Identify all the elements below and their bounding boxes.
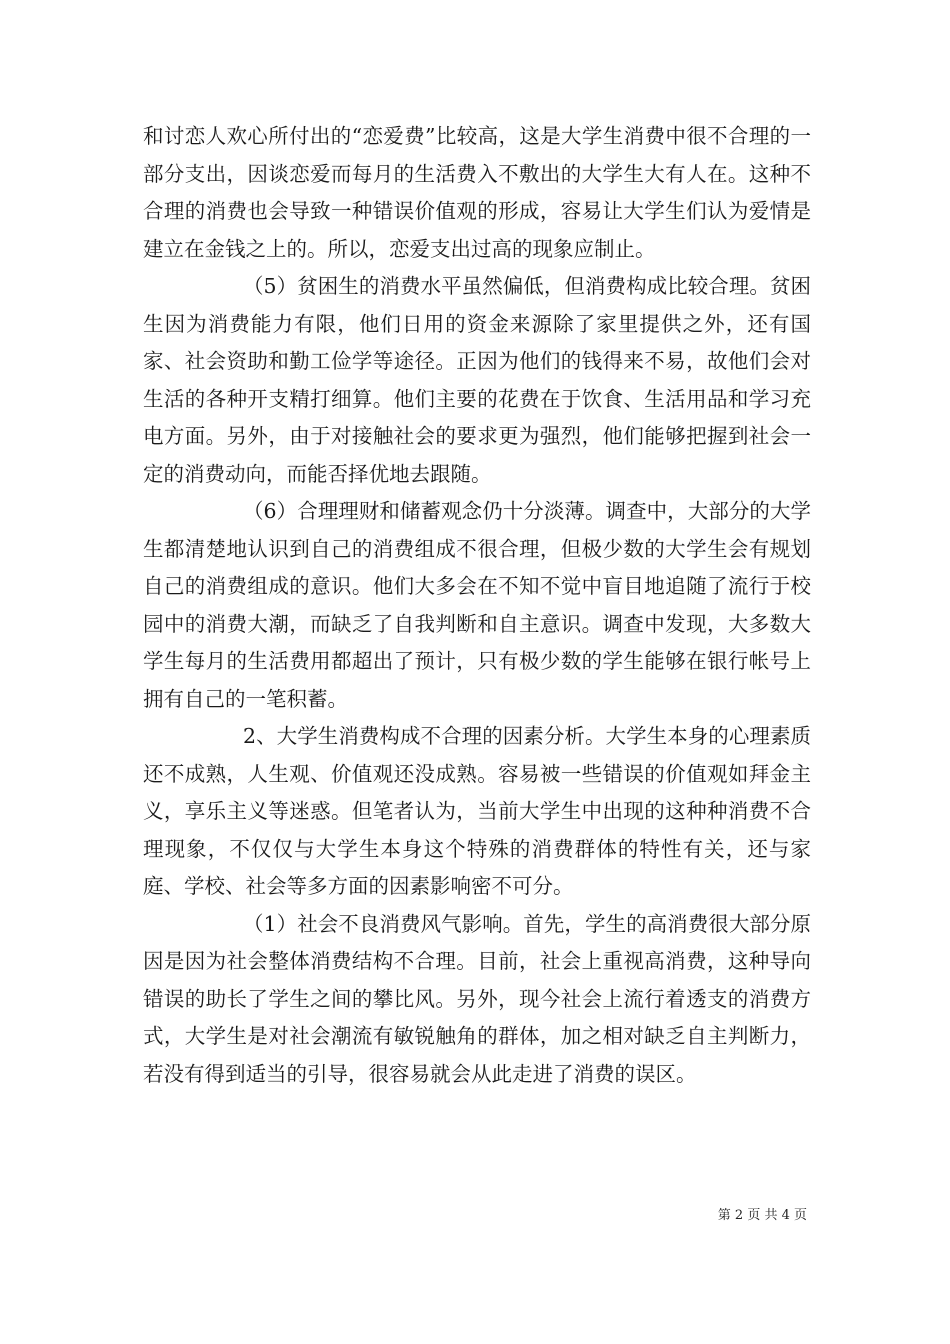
paragraph-section-2: 2、大学生消费构成不合理的因素分析。大学生本身的心理素质还不成熟，人生观、价值观还没成熟。容易被一些错误的价值观如拜金主义，享乐主义等迷惑。但笔者认为，当前大学生中出现的这种种消费不合理现象，不仅仅与大学生本身这个特殊的消费群体的特性有关，还与家庭、学校、社会等多方面的因素影响密不可分。 <box>143 724 811 898</box>
body-text <box>143 118 811 1093</box>
paragraph-continuation: 和讨恋人欢心所付出的“恋爱费”比较高，这是大学生消费中很不合理的一部分支出，因谈恋爱而每月的生活费入不敷出的大学生大有人在。这种不合理的消费也会导致一种错误价值观的形成，容易让大学生们认为爱情是建立在金钱之上的。所以，恋爱支出过高的现象应制止。 <box>143 124 811 261</box>
paragraph-point-6: （6）合理理财和储蓄观念仍十分淡薄。调查中，大部分的大学生都清楚地认识到自己的消费组成不很合理，但极少数的大学生会有规划自己的消费组成的意识。他们大多会在不知不觉中盲目地追随了流行于校园中的消费大潮，而缺乏了自我判断和自主意识。调查中发现，大多数大学生每月的生活费用都超出了预计，只有极少数的学生能够在银行帐号上拥有自己的一笔积蓄。 <box>143 499 811 711</box>
paragraph-point-5: （5）贫困生的消费水平虽然偏低，但消费构成比较合理。贫困生因为消费能力有限，他们日用的资金来源除了家里提供之外，还有国家、社会资助和勤工俭学等途径。正因为他们的钱得来不易，故他们会对生活的各种开支精打细算。他们主要的花费在于饮食、生活用品和学习充电方面。另外，由于对接触社会的要求更为强烈，他们能够把握到社会一定的消费动向，而能否择优地去跟随。 <box>143 274 811 486</box>
page-number-footer: 第 2 页 共 4 页 <box>717 1208 807 1223</box>
paragraph-point-1: （1）社会不良消费风气影响。首先，学生的高消费很大部分原因是因为社会整体消费结构不合理。目前，社会上重视高消费，这种导向错误的助长了学生之间的攀比风。另外，现今社会上流行着透支的消费方式，大学生是对社会潮流有敏锐触角的群体，加之相对缺乏自主判断力，若没有得到适当的引导，很容易就会从此走进了消费的误区。 <box>143 911 811 1086</box>
